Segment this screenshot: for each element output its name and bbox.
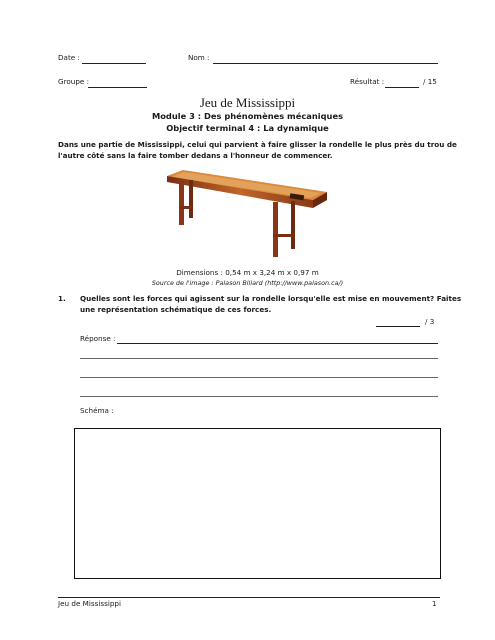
intro-line-2: l'autre côté sans la faire tomber dedans a l'honneur de commencer. bbox=[58, 151, 333, 160]
points-total: / 3 bbox=[425, 317, 435, 326]
group-field[interactable] bbox=[88, 87, 147, 88]
intro-line-1: Dans une partie de Mississippi, celui qui parvient à faire glisser la rondelle le plus près du trou de bbox=[58, 140, 457, 149]
result-field[interactable] bbox=[385, 87, 419, 88]
mississippi-table-image bbox=[165, 168, 330, 260]
answer-line-3[interactable] bbox=[80, 377, 438, 378]
module-subtitle: Module 3 : Des phénomènes mécaniques bbox=[151, 111, 344, 121]
answer-line-1[interactable] bbox=[117, 343, 438, 344]
page-title: Jeu de Mississippi bbox=[199, 95, 296, 110]
image-source: Source de l'image : Palason Billard (http://www.palason.ca/) bbox=[151, 279, 344, 287]
answer-label: Réponse : bbox=[80, 334, 116, 343]
image-caption: Dimensions : 0,54 m x 3,24 m x 0,97 m bbox=[176, 268, 319, 277]
question-text-line-1: Quelles sont les forces qui agissent sur la rondelle lorsqu'elle est mise en mouvement? Faites bbox=[80, 294, 462, 303]
group-label: Groupe : bbox=[58, 77, 90, 86]
result-label: Résultat : bbox=[350, 77, 385, 86]
result-total: / 15 bbox=[423, 77, 437, 86]
answer-line-4[interactable] bbox=[80, 396, 438, 397]
footer-rule bbox=[58, 597, 440, 598]
date-field[interactable] bbox=[82, 63, 146, 64]
objective-subtitle: Objectif terminal 4 : La dynamique bbox=[166, 123, 329, 133]
question-text-line-2: une représentation schématique de ces forces. bbox=[80, 305, 272, 314]
points-field[interactable] bbox=[376, 326, 420, 327]
name-field[interactable] bbox=[213, 63, 438, 64]
date-label: Date : bbox=[58, 53, 80, 62]
question-number: 1. bbox=[58, 294, 66, 303]
schema-label: Schéma : bbox=[80, 406, 114, 415]
page-number: 1 bbox=[432, 599, 437, 608]
footer-title: Jeu de Mississippi bbox=[58, 599, 121, 608]
schema-drawing-box[interactable] bbox=[74, 428, 441, 579]
answer-line-2[interactable] bbox=[80, 358, 438, 359]
name-label: Nom : bbox=[188, 53, 210, 62]
